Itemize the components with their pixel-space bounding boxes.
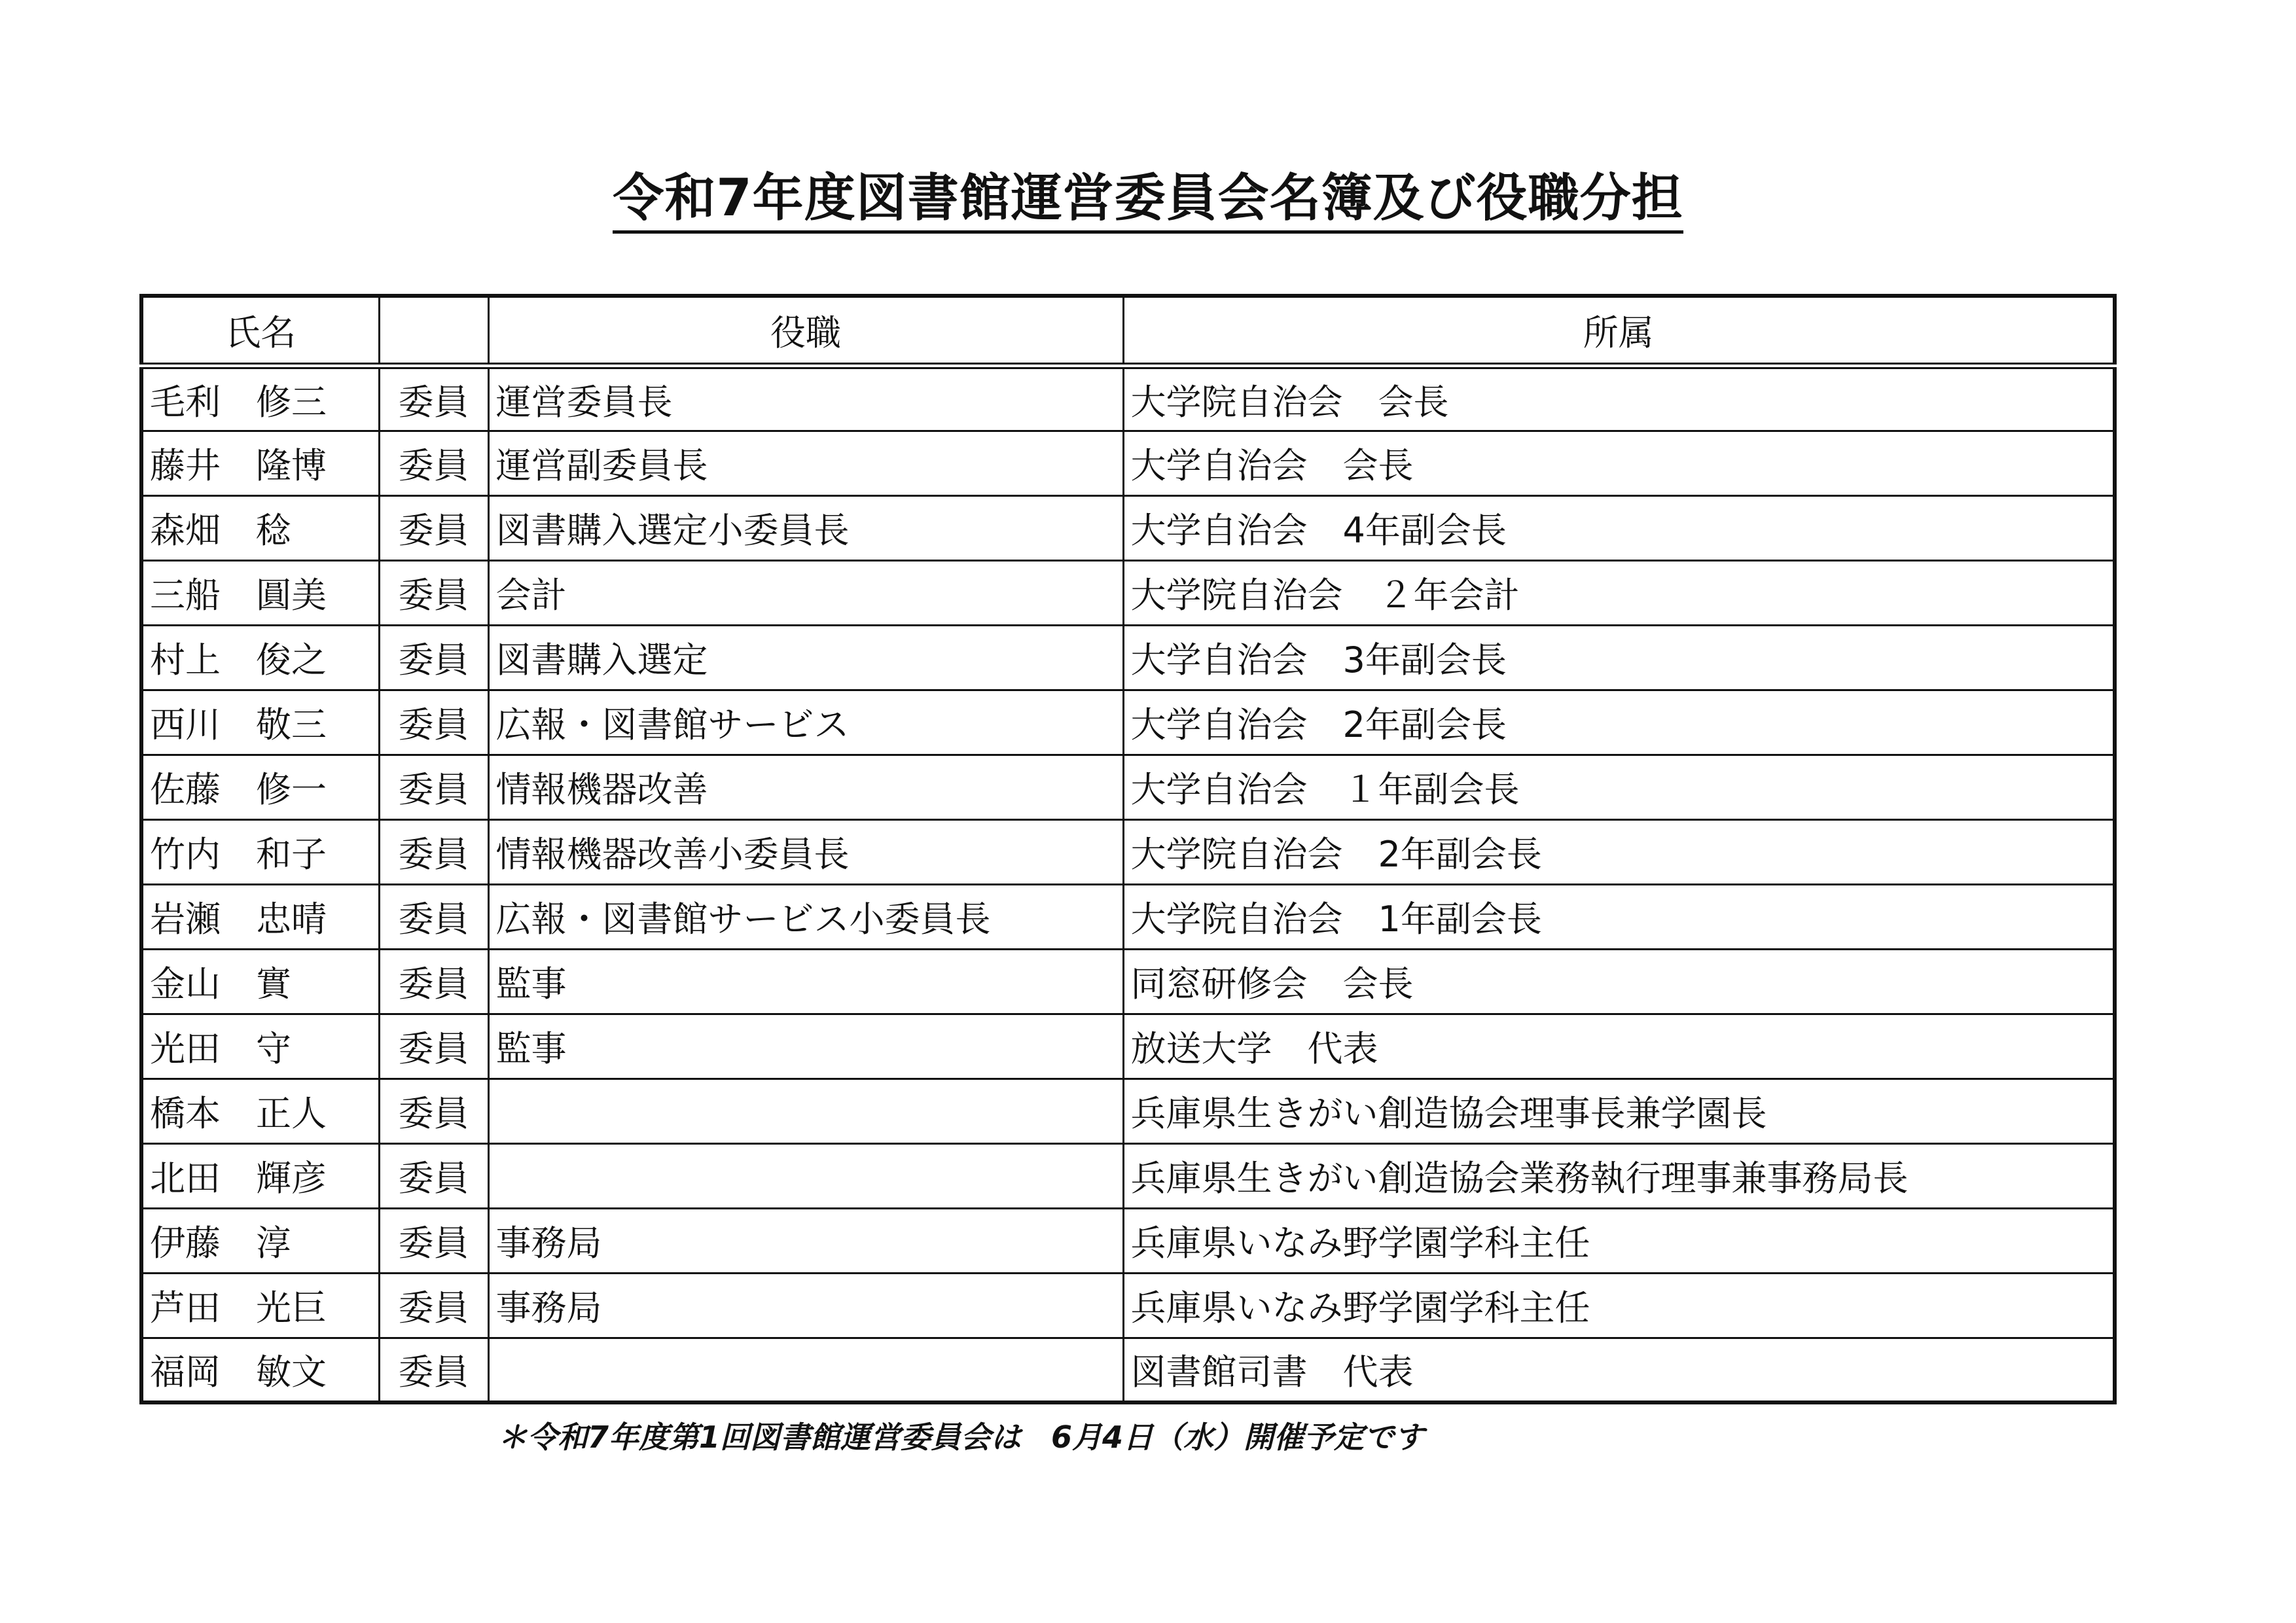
table-row bbox=[141, 431, 2115, 495]
document-title bbox=[0, 157, 2296, 230]
member-name: 伊藤 淳 bbox=[141, 1208, 379, 1273]
member-name: 岩瀬 忠晴 bbox=[141, 884, 379, 949]
member-name: 北田 輝彦 bbox=[141, 1143, 379, 1208]
member-affiliation: 兵庫県いなみ野学園学科主任 bbox=[1123, 1208, 2115, 1273]
member-label: 委員 bbox=[379, 755, 488, 819]
member-name: 藤井 隆博 bbox=[141, 431, 379, 495]
member-name: 芦田 光巨 bbox=[141, 1273, 379, 1338]
member-affiliation: 大学院自治会 2年副会長 bbox=[1123, 819, 2115, 884]
member-name: 村上 俊之 bbox=[141, 625, 379, 690]
member-role: 事務局 bbox=[488, 1273, 1123, 1338]
member-label: 委員 bbox=[379, 560, 488, 625]
table-row bbox=[141, 1014, 2115, 1079]
table-row bbox=[141, 495, 2115, 560]
table-body bbox=[141, 366, 2115, 1402]
member-name: 毛利 修三 bbox=[141, 366, 379, 431]
table-row bbox=[141, 690, 2115, 755]
member-affiliation: 兵庫県いなみ野学園学科主任 bbox=[1123, 1273, 2115, 1338]
member-affiliation: 兵庫県生きがい創造協会業務執行理事兼事務局長 bbox=[1123, 1143, 2115, 1208]
member-label: 委員 bbox=[379, 1273, 488, 1338]
table-row bbox=[141, 819, 2115, 884]
table-row bbox=[141, 560, 2115, 625]
member-affiliation: 大学院自治会 会長 bbox=[1123, 366, 2115, 431]
table-row bbox=[141, 1273, 2115, 1338]
member-role: 図書購入選定 bbox=[488, 625, 1123, 690]
member-affiliation: 大学院自治会 1年副会長 bbox=[1123, 884, 2115, 949]
member-affiliation: 大学自治会 2年副会長 bbox=[1123, 690, 2115, 755]
member-label: 委員 bbox=[379, 1143, 488, 1208]
member-name: 西川 敬三 bbox=[141, 690, 379, 755]
member-role: 図書購入選定小委員長 bbox=[488, 495, 1123, 560]
member-affiliation: 大学自治会 3年副会長 bbox=[1123, 625, 2115, 690]
member-name: 金山 實 bbox=[141, 949, 379, 1014]
table-row bbox=[141, 1208, 2115, 1273]
table-row bbox=[141, 1143, 2115, 1208]
member-role: 監事 bbox=[488, 949, 1123, 1014]
table-row bbox=[141, 949, 2115, 1014]
member-label: 委員 bbox=[379, 690, 488, 755]
member-label: 委員 bbox=[379, 884, 488, 949]
member-affiliation: 同窓研修会 会長 bbox=[1123, 949, 2115, 1014]
document-title-text: 令和7年度図書館運営委員会名簿及び役職分担 bbox=[613, 169, 1683, 234]
member-name: 三船 圓美 bbox=[141, 560, 379, 625]
member-role: 監事 bbox=[488, 1014, 1123, 1079]
member-role: 広報・図書館サービス小委員長 bbox=[488, 884, 1123, 949]
header-member bbox=[379, 296, 488, 366]
member-label: 委員 bbox=[379, 1079, 488, 1143]
committee-roster-table bbox=[139, 294, 2117, 1404]
member-role: 運営副委員長 bbox=[488, 431, 1123, 495]
member-label: 委員 bbox=[379, 1014, 488, 1079]
meeting-note: ＊令和7年度第1回図書館運営委員会は 6月4日（水）開催予定です bbox=[497, 1419, 1425, 1455]
table-row bbox=[141, 1338, 2115, 1402]
member-label: 委員 bbox=[379, 366, 488, 431]
header-name: 氏名 bbox=[141, 296, 379, 366]
member-role bbox=[488, 1079, 1123, 1143]
member-name: 福岡 敏文 bbox=[141, 1338, 379, 1402]
member-role: 情報機器改善 bbox=[488, 755, 1123, 819]
member-name: 森畑 稔 bbox=[141, 495, 379, 560]
table-row bbox=[141, 366, 2115, 431]
member-role: 情報機器改善小委員長 bbox=[488, 819, 1123, 884]
member-name: 佐藤 修一 bbox=[141, 755, 379, 819]
member-role: 運営委員長 bbox=[488, 366, 1123, 431]
member-name: 竹内 和子 bbox=[141, 819, 379, 884]
member-name: 光田 守 bbox=[141, 1014, 379, 1079]
member-label: 委員 bbox=[379, 431, 488, 495]
table-row bbox=[141, 755, 2115, 819]
member-role: 会計 bbox=[488, 560, 1123, 625]
header-role: 役職 bbox=[488, 296, 1123, 366]
header-affiliation: 所属 bbox=[1123, 296, 2115, 366]
member-affiliation: 大学自治会 4年副会長 bbox=[1123, 495, 2115, 560]
member-name: 橋本 正人 bbox=[141, 1079, 379, 1143]
member-affiliation: 兵庫県生きがい創造協会理事長兼学園長 bbox=[1123, 1079, 2115, 1143]
member-role: 事務局 bbox=[488, 1208, 1123, 1273]
member-label: 委員 bbox=[379, 1338, 488, 1402]
member-affiliation: 放送大学 代表 bbox=[1123, 1014, 2115, 1079]
table-row bbox=[141, 884, 2115, 949]
member-role: 広報・図書館サービス bbox=[488, 690, 1123, 755]
member-role bbox=[488, 1338, 1123, 1402]
member-label: 委員 bbox=[379, 625, 488, 690]
member-label: 委員 bbox=[379, 949, 488, 1014]
member-affiliation: 大学自治会 会長 bbox=[1123, 431, 2115, 495]
table-header-row bbox=[141, 296, 2115, 366]
member-role bbox=[488, 1143, 1123, 1208]
member-affiliation: 図書館司書 代表 bbox=[1123, 1338, 2115, 1402]
member-affiliation: 大学院自治会 ２年会計 bbox=[1123, 560, 2115, 625]
member-label: 委員 bbox=[379, 1208, 488, 1273]
table-row bbox=[141, 1079, 2115, 1143]
member-label: 委員 bbox=[379, 819, 488, 884]
table-row bbox=[141, 625, 2115, 690]
member-affiliation: 大学自治会 １年副会長 bbox=[1123, 755, 2115, 819]
member-label: 委員 bbox=[379, 495, 488, 560]
